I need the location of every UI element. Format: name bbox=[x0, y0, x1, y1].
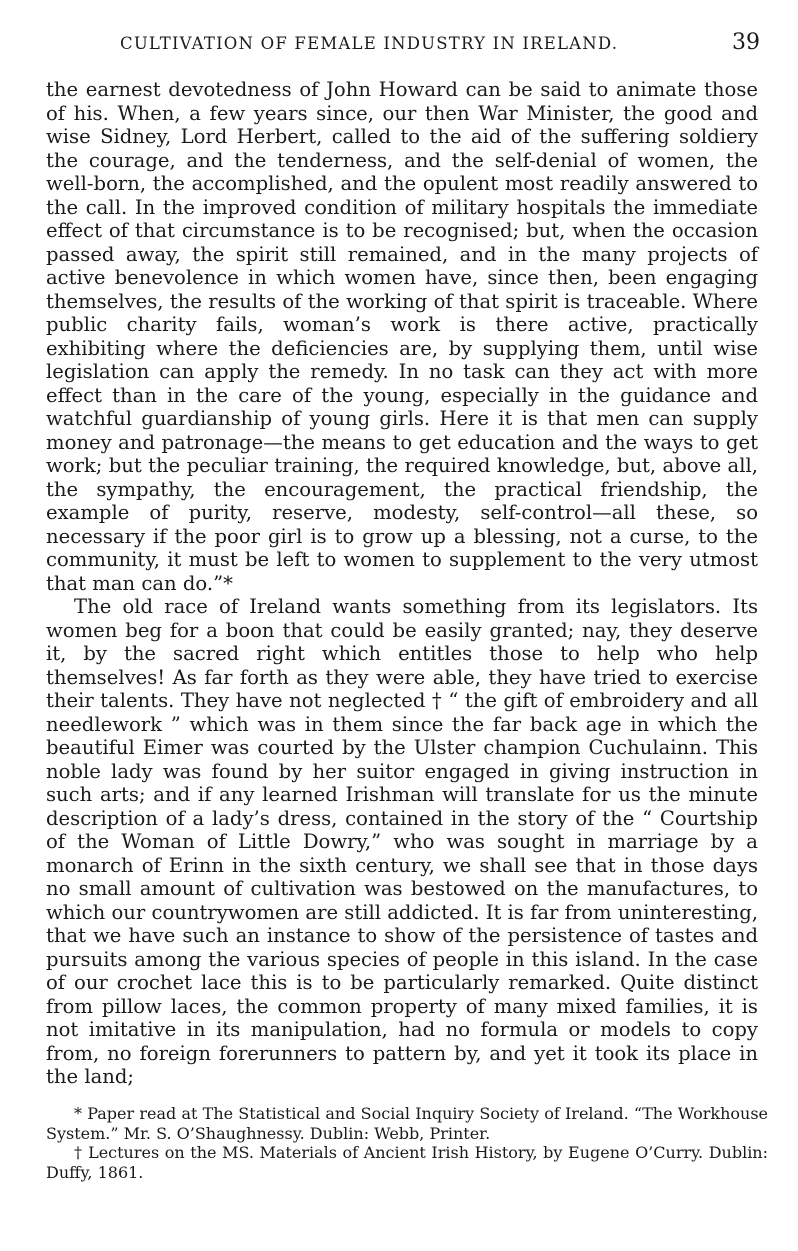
paragraph: the earnest devotedness of John Howard can be said to animate those of his. When, a few years since, our then War Minister, the good and wise Sidney, Lord Herbert, called to the aid of the suffering soldiery the courage, and the tenderness, and the self-denial of women, the well-born, the accomplished, and the opulent most readily answered to the call. In the improved condition of military hospitals the immediate effect of that circumstance is to be recognised; but, when the occasion passed away, the spirit still remained, and in the many projects of active benevolence in which women have, since then, been engaging themselves, the results of the working of that spirit is traceable. Where public charity fails, woman’s work is there active, practically exhibiting where the deficiencies are, by supplying them, until wise legislation can apply the remedy. In no task can they act with more effect than in the care of the young, especially in the guidance and watchful guardianship of young girls. Here it is that men can supply money and patronage—the means to get education and the ways to get work; but the peculiar training, the required knowledge, but, above all, the sympathy, the encouragement, the practical friendship, the example of purity, reserve, modesty, self-control—all these, so necessary if the poor girl is to grow up a blessing, not a curse, to the community, it must be left to women to supplement to the very utmost that man can do.”* bbox=[46, 78, 758, 595]
footnote: † Lectures on the MS. Materials of Ancient Irish History, by Eugene O’Curry. Dublin: Duffy, 1861. bbox=[46, 1143, 768, 1182]
footnotes bbox=[46, 1104, 768, 1182]
page-number: 39 bbox=[732, 30, 760, 55]
body-text bbox=[46, 78, 758, 1089]
running-head bbox=[120, 30, 760, 58]
paragraph: The old race of Ireland wants something from its legislators. Its women beg for a boon that could be easily granted; nay, they deserve it, by the sacred right which entitles those to help who help themselves! As far forth as they were able, they have tried to exercise their talents. They have not neglected † “ the gift of embroidery and all needlework ” which was in them since the far back age in which the beautiful Eimer was courted by the Ulster champion Cuchulainn. This noble lady was found by her suitor engaged in giving instruction in such arts; and if any learned Irishman will translate for us the minute description of a lady’s dress, contained in the story of the “ Courtship of the Woman of Little Dowry,” who was sought in marriage by a monarch of Erinn in the sixth century, we shall see that in those days no small amount of cultivation was bestowed on the manufactures, to which our countrywomen are still addicted. It is far from uninteresting, that we have such an instance to show of the persistence of tastes and pursuits among the various species of people in this island. In the case of our crochet lace this is to be particularly remarked. Quite distinct from pillow laces, the common property of many mixed families, it is not imitative in its manipulation, had no formula or models to copy from, no foreign forerunners to pattern by, and yet it took its place in the land; bbox=[46, 595, 758, 1088]
footnote: * Paper read at The Statistical and Social Inquiry Society of Ireland. “The Workhouse System.” Mr. S. O’Shaughnessy. Dublin: Webb, Printer. bbox=[46, 1104, 768, 1143]
running-title: CULTIVATION OF FEMALE INDUSTRY IN IRELAND. bbox=[120, 34, 619, 53]
